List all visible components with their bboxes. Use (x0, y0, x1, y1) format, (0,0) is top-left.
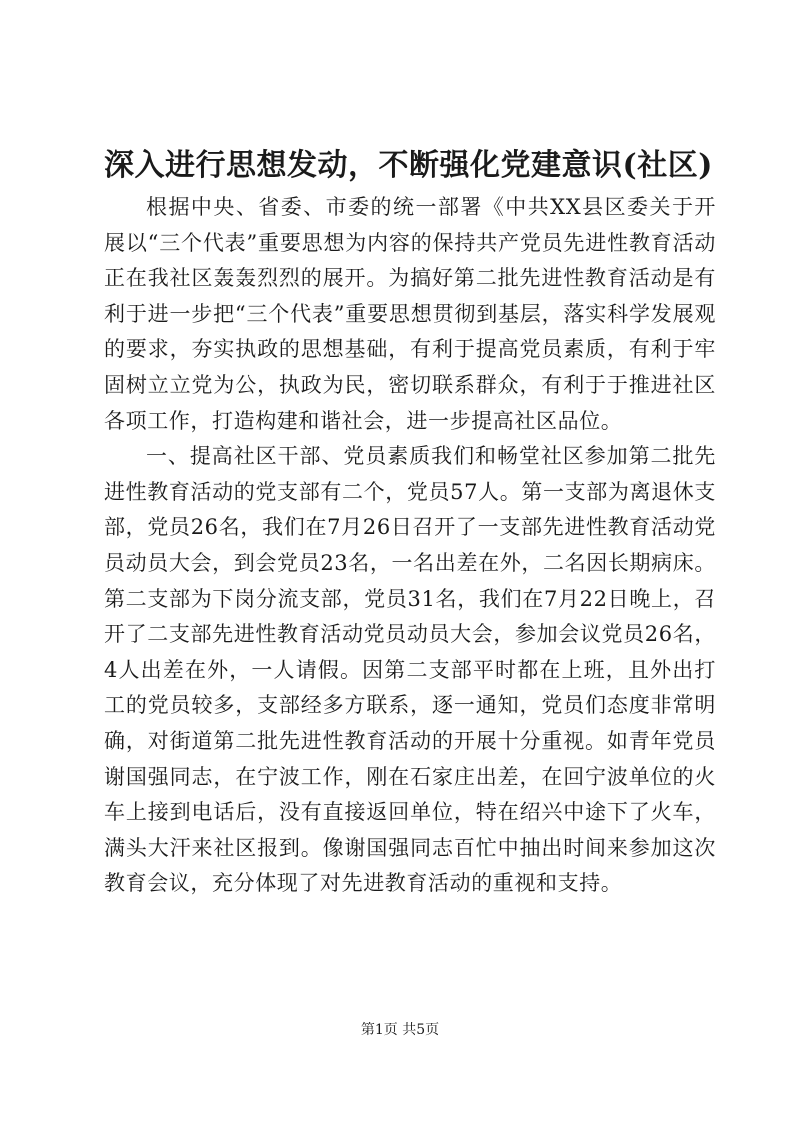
paragraph-intro: 根据中央、省委、市委的统一部署《中共XX县区委关于开展以“三个代表”重要思想为内容的保持共产党员先进性教育活动正在我社区轰轰烈烈的展开。为搞好第二批先进性教育活动是有利于进一步把“三个代表”重要思想贯彻到基层，落实科学发展观的要求，夯实执政的思想基础，有利于提高党员素质，有利于牢固树立立党为公，执政为民，密切联系群众，有利于于推进社区各项工作，打造构建和谐社会，进一步提高社区品位。 (104, 195, 716, 433)
paragraph-section-one: 一、提高社区干部、党员素质我们和畅堂社区参加第二批先进性教育活动的党支部有二个，党员57人。第一支部为离退休支部，党员26名，我们在7月26日召开了一支部先进性教育活动党员动员大会，到会党员23名，一名出差在外，二名因长期病床。第二支部为下岗分流支部，党员31名，我们在7月22日晚上，召开了二支部先进性教育活动党员动员大会，参加会议党员26名，4人出差在外，一人请假。因第二支部平时都在上班，且外出打工的党员较多，支部经多方联系，逐一通知，党员们态度非常明确，对街道第二批先进性教育活动的开展十分重视。如青年党员谢国强同志，在宁波工作，刚在石家庄出差，在回宁波单位的火车上接到电话后，没有直接返回单位，特在绍兴中途下了火车，满头大汗来社区报到。像谢国强同志百忙中抽出时间来参加这次教育会议，充分体现了对先进教育活动的重视和支持。 (104, 444, 716, 896)
page-footer: 第1页 共5页 (360, 1022, 440, 1038)
document-title: 深入进行思想发动，不断强化党建意识(社区) (104, 148, 713, 183)
document-body (104, 190, 716, 902)
